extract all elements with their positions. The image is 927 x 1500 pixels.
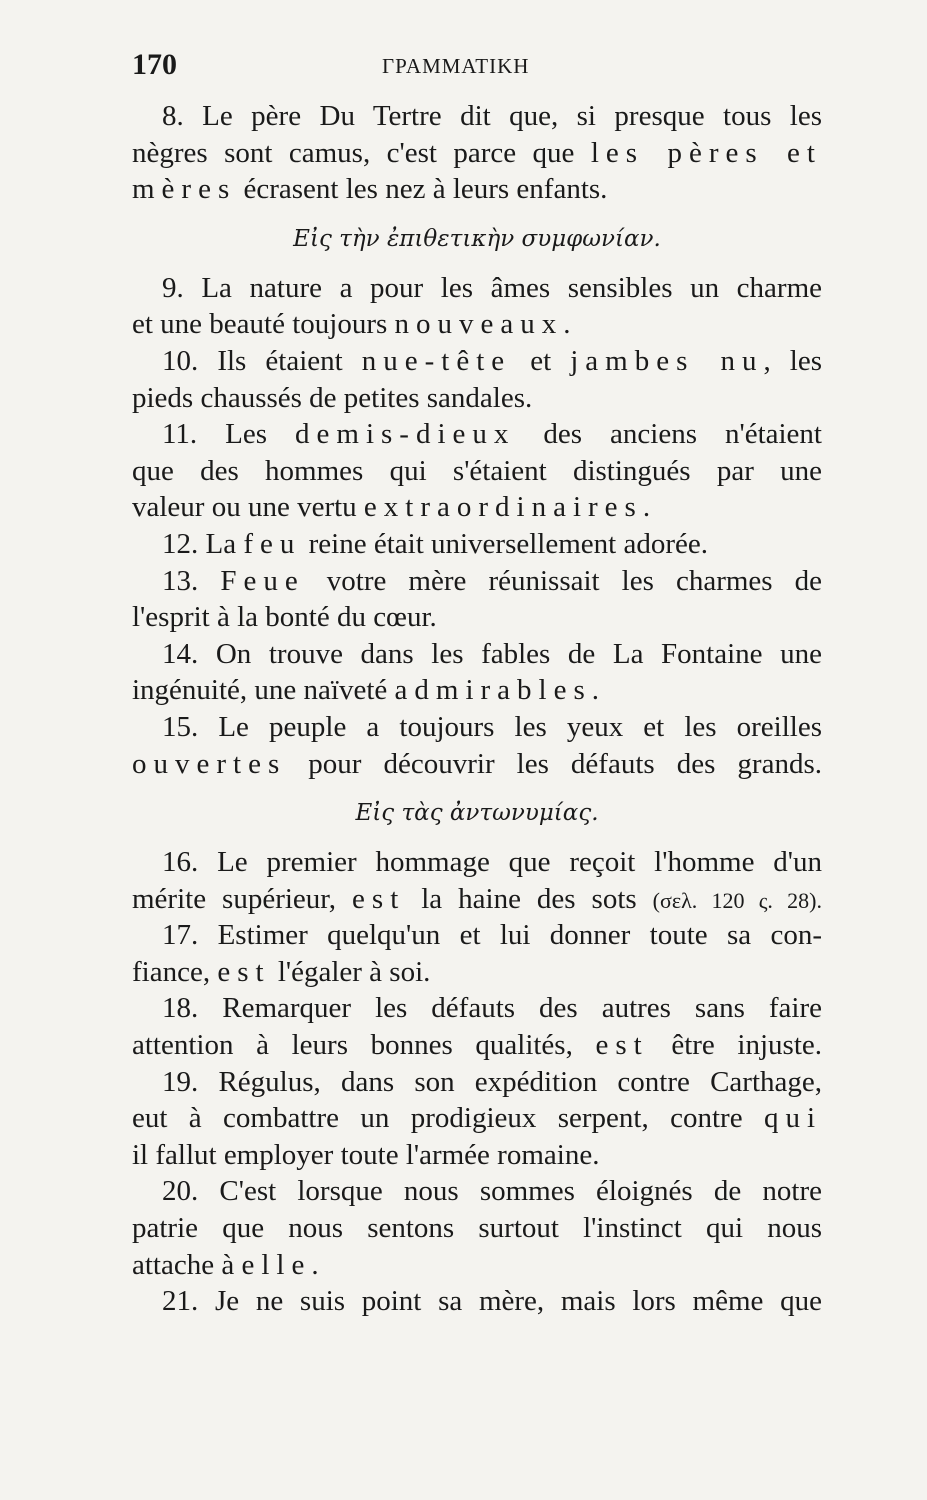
spaced-emphasis: nouveaux (394, 308, 564, 341)
text-line (132, 1100, 822, 1137)
text-line (132, 489, 822, 526)
text-line (132, 917, 822, 954)
text-span: que des hommes qui s'étaient distingués par une (132, 454, 822, 487)
spaced-emphasis: nue-tête (361, 344, 512, 377)
text-span: 9. La nature a pour les âmes sensibles un charme (162, 271, 822, 304)
text-line (132, 380, 822, 417)
text-line (132, 270, 822, 307)
text-span: 20. C'est lorsque nous sommes éloignés de notre (162, 1175, 822, 1208)
text-line (132, 135, 822, 172)
text-span: 19. Régulus, dans son expédition contre Carthage, (162, 1065, 822, 1098)
text-span: nègres sont camus, c'est parce que (132, 136, 591, 169)
text-span: 14. On trouve dans les fables de La Fontaine une (162, 637, 822, 670)
spaced-emphasis: demis-dieux (295, 418, 516, 451)
text-span: 15. Le peuple a toujours les yeux et les oreilles (162, 710, 822, 743)
text-span: pour découvrir les défauts des grands. (286, 747, 822, 780)
text-span: reine était universellement adorée. (301, 527, 708, 560)
running-title: ΓΡΑΜΜΑΤΙΚΗ (382, 54, 530, 78)
text-line (132, 1210, 822, 1247)
text-span: écrasent les nez à leurs enfants. (236, 173, 608, 206)
text-span: . (591, 674, 599, 707)
section-heading: Εἰς τὴν ἐπιθετικὴν συμφωνίαν. (293, 225, 661, 252)
text-span: 17. Estimer quelqu'un et lui donner toute sa con- (162, 919, 822, 952)
text-span: 10. Ils étaient (162, 344, 362, 377)
text-line (132, 306, 822, 343)
text-line (132, 563, 822, 600)
text-line (132, 1064, 822, 1101)
text-line (132, 343, 822, 380)
spaced-emphasis: jambes nu (570, 344, 764, 377)
page-reference: (σελ. 120 ς. 28). (652, 887, 822, 913)
text-span: . (563, 308, 571, 341)
text-span: . (642, 491, 651, 524)
text-span: et (511, 344, 571, 377)
text-line (132, 453, 822, 490)
text-span: attention à leurs bonnes qualités, (132, 1029, 596, 1062)
spaced-emphasis: qui (763, 1102, 822, 1135)
text-span: valeur ou une vertu (132, 491, 364, 524)
text-span: pieds chaussés de petites sandales. (132, 381, 533, 414)
text-span: fiance, (132, 955, 218, 988)
text-span: 11. Les (162, 418, 296, 451)
text-line (132, 1283, 822, 1320)
text-line (132, 672, 822, 709)
text-line (132, 636, 822, 673)
text-line (132, 526, 822, 563)
text-line (132, 416, 822, 453)
text-line (132, 954, 822, 991)
spaced-emphasis: est (352, 882, 406, 915)
spaced-emphasis: est (595, 1029, 649, 1062)
text-span: 21. Je ne suis point sa mère, mais lors même que (162, 1285, 822, 1318)
spaced-emphasis: mères (132, 173, 237, 206)
text-span: mérite supérieur, (132, 882, 353, 915)
text-line (132, 881, 822, 918)
spaced-emphasis: extraordinaires (363, 491, 643, 524)
text-span: 13. (162, 564, 221, 597)
spaced-emphasis: est (217, 955, 271, 988)
text-span: des anciens n'étaient (515, 418, 822, 451)
text-span: être injuste. (648, 1029, 822, 1062)
text-line (132, 1027, 822, 1064)
text-span: ingénuité, une naïveté (132, 674, 395, 707)
text-line (132, 1247, 822, 1284)
page-number: 170 (132, 48, 177, 81)
text-line (132, 1137, 822, 1174)
text-span: l'égaler à soi. (270, 955, 431, 988)
page-header (132, 48, 822, 88)
spaced-emphasis: elle (241, 1248, 312, 1281)
text-line (132, 746, 822, 783)
text-span: 8. Le père Du Tertre dit que, si presque tous les (162, 100, 822, 132)
text-span: votre mère réunissait les charmes de (304, 564, 822, 597)
section-heading: Εἰς τὰς ἀντωνυμίας. (355, 800, 599, 827)
text-line (132, 98, 822, 135)
exercise-text (132, 98, 822, 1320)
text-line (132, 171, 822, 208)
spaced-emphasis: ouvertes (132, 747, 287, 780)
text-line (132, 844, 822, 881)
text-span: patrie que nous sentons surtout l'instinct qui nous (132, 1212, 822, 1245)
text-line (132, 990, 822, 1027)
text-span: attache à (132, 1248, 242, 1281)
text-span: et une beauté toujours (132, 308, 395, 341)
spaced-emphasis: Feue (220, 564, 305, 597)
text-span: 18. Remarquer les défauts des autres sans faire (162, 992, 822, 1025)
text-span: il fallut employer toute l'armée romaine. (132, 1138, 600, 1171)
text-span: 12. La (162, 527, 244, 560)
text-span: , les (763, 344, 822, 377)
text-line (132, 1173, 822, 1210)
text-line (132, 709, 822, 746)
text-span: la haine des sots (405, 882, 653, 915)
spaced-emphasis: les pères et (590, 136, 822, 169)
text-line (132, 599, 822, 636)
spaced-emphasis: admirables (394, 674, 592, 707)
text-span: 16. Le premier hommage que reçoit l'homme d'un (162, 846, 822, 879)
text-span: l'esprit à la bonté du cœur. (132, 601, 437, 634)
text-span: eut à combattre un prodigieux serpent, contre (132, 1102, 764, 1135)
text-span: . (311, 1248, 319, 1281)
spaced-emphasis: feu (243, 527, 302, 560)
